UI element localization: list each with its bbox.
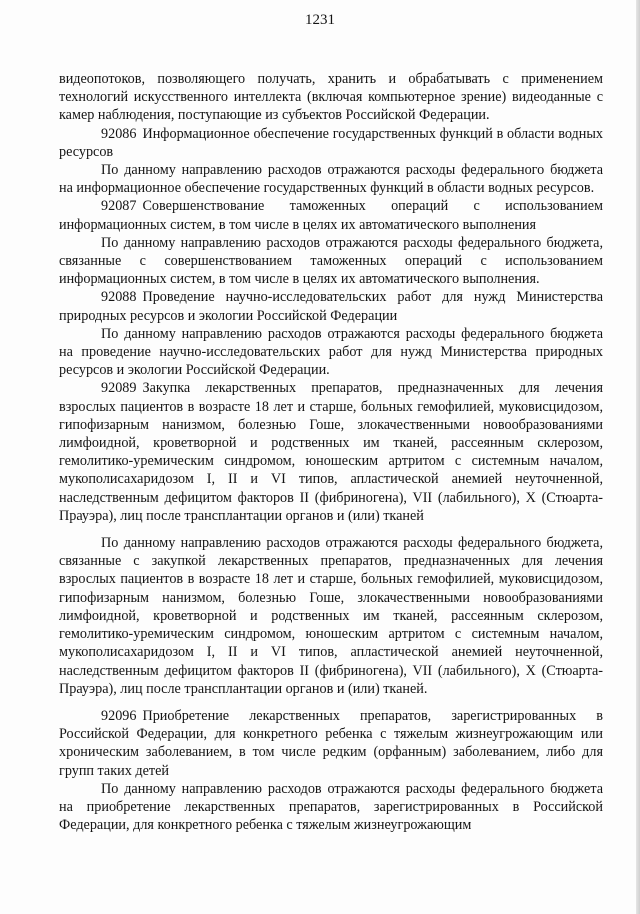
page-number: 1231	[305, 12, 335, 28]
expense-title: Приобретение лекарственных препаратов, зарегистрированных в Российской Федерации, для конкретного ребенка с тяжелым жизнеугрожающим или хроническим заболеванием, в том числе редким (орфанным) заболеванием, либо для групп таких детей	[59, 707, 603, 779]
expense-code: 92089	[101, 380, 137, 397]
paragraph-text: По данному направлению расходов отражаются расходы федерального бюджета на проведение научно-исследовательских работ для нужд Министерства природных ресурсов и экологии Российской Федерации.	[59, 325, 603, 379]
scan-edge-shadow	[636, 0, 640, 914]
expense-description-92096	[59, 780, 603, 835]
expense-code: 92087	[101, 198, 137, 215]
paragraph-text: По данному направлению расходов отражаются расходы федерального бюджета, связанные с совершенствованием таможенных операций с использованием информационных систем, в том числе в целях их автоматического выполнения.	[59, 234, 603, 288]
expense-item-92087	[59, 197, 603, 233]
expense-item-92089	[59, 379, 603, 525]
paragraph-intro-continuation	[59, 70, 603, 125]
expense-description-92087	[59, 234, 603, 289]
expense-title: Закупка лекарственных препаратов, предназначенных для лечения взрослых пациентов в возрасте 18 лет и старше, больных гемофилией, муковисцидозом, гипофизарным нанизмом, болезнью Гоше, злокачественными новообразованиями лимфоидной, кроветворной и родственных им тканей, рассеянным склерозом, гемолитико-уремическим синдромом, юношеским артритом с системным началом, мукополисахаридозом I, II и VI типов, апластической анемией неуточненной, наследственным дефицитом факторов II (фибриногена), VII (лабильного), X (Стюарта-Прауэра), лиц после трансплантации органов и (или) тканей	[59, 380, 603, 524]
expense-item-92086	[59, 125, 603, 161]
expense-title: Совершенствование таможенных операций с использованием информационных систем, в том числе в целях их автоматического выполнения	[59, 198, 603, 233]
paragraph-text: По данному направлению расходов отражаются расходы федерального бюджета на приобретение лекарственных препаратов, зарегистрированных в Российской Федерации, для конкретного ребенка с тяжелым жизнеугрожающим	[59, 780, 603, 834]
expense-code: 92086	[101, 125, 137, 142]
expense-description-92088	[59, 325, 603, 380]
expense-item-92096	[59, 707, 603, 780]
expense-code: 92096	[101, 707, 137, 724]
expense-item-92088	[59, 288, 603, 324]
expense-code: 92088	[101, 289, 137, 306]
paragraph-text: видеопотоков, позволяющего получать, хранить и обрабатывать с применением технологий искусственного интеллекта (включая компьютерное зрение) видеоданные с камер наблюдения, поступающие из субъектов Российской Федерации.	[59, 71, 603, 124]
expense-title: Проведение научно-исследовательских работ для нужд Министерства природных ресурсов и экологии Российской Федерации	[59, 289, 603, 324]
expense-description-92086	[59, 161, 603, 197]
expense-title: Информационное обеспечение государственных функций в области водных ресурсов	[59, 125, 603, 160]
paragraph-text: По данному направлению расходов отражаются расходы федерального бюджета, связанные с закупкой лекарственных препаратов, предназначенных для лечения взрослых пациентов в возрасте 18 лет и старше, больных гемофилией, муковисцидозом, гипофизарным нанизмом, болезнью Гоше, злокачественными новообразованиями лимфоидной, кроветворной и родственных им тканей, рассеянным склерозом, гемолитико-уремическим синдромом, юношеским артритом с системным началом, мукополисахаридозом I, II и VI типов, апластической анемией неуточненной, наследственным дефицитом факторов II (фибриногена), VII (лабильного), X (Стюарта-Прауэра), лиц после трансплантации органов и (или) тканей.	[59, 535, 603, 697]
document-body	[59, 70, 603, 834]
expense-description-92089	[59, 534, 603, 698]
paragraph-text: По данному направлению расходов отражаются расходы федерального бюджета на информационное обеспечение государственных функций в области водных ресурсов.	[59, 162, 603, 197]
